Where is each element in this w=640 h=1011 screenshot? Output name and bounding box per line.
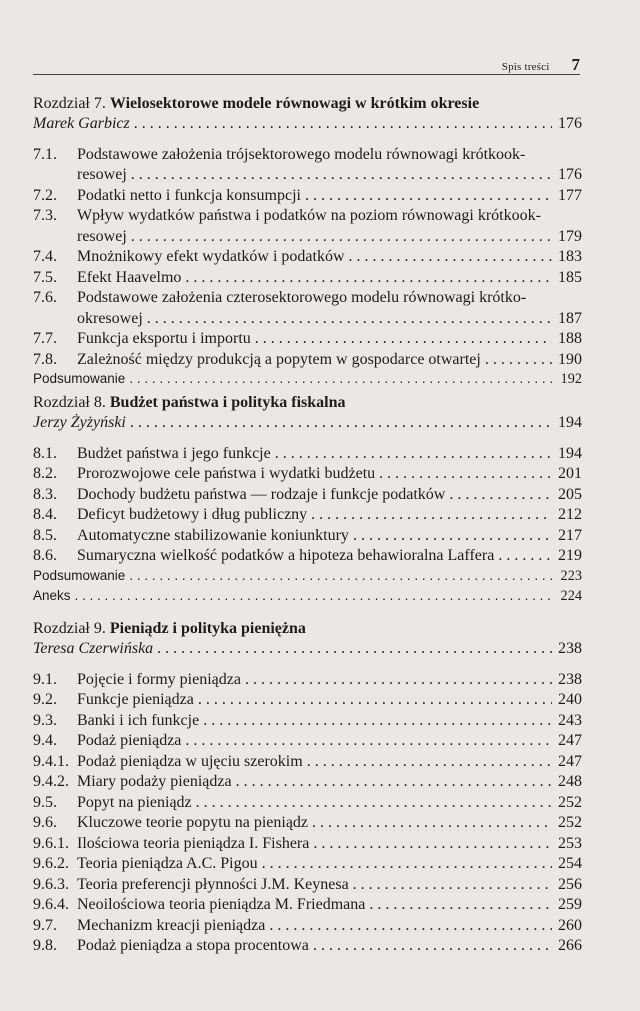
entry-page: 256 [558, 875, 582, 893]
chapter-author: Teresa Czerwińska [33, 640, 154, 657]
dot-leader [349, 248, 552, 266]
entry-page: 243 [558, 711, 582, 729]
entry-title: Kluczowe teorie popytu na pieniądz [77, 814, 309, 831]
entry-page: 183 [558, 248, 582, 265]
toc-entry-row [33, 310, 582, 331]
entry-page: 253 [558, 834, 582, 852]
summary-page: 223 [560, 567, 582, 584]
annex-row [33, 588, 582, 609]
toc-entry-row [33, 835, 582, 856]
toc-entry-row [33, 896, 582, 917]
entry-page: 254 [558, 855, 582, 872]
entry-number: 8.6. [33, 547, 57, 564]
entry-title: Funkcja eksportu i importu [77, 330, 251, 347]
entry-number: 7.5. [33, 268, 57, 286]
entry-page: 247 [558, 732, 582, 749]
entry-page: 205 [558, 485, 582, 503]
entry-title: Mechanizm kreacji pieniądza [77, 916, 266, 934]
entry-number: 7.1. [33, 145, 57, 163]
entry-number: 7.6. [33, 289, 57, 306]
dot-leader [203, 712, 552, 730]
dot-leader [485, 351, 552, 369]
dot-leader [498, 547, 552, 565]
entry-title: okresowej [77, 309, 143, 327]
chapter-title: Budżet państwa i polityka fiskalna [109, 394, 346, 411]
chapter-title: Pieniądz i polityka pieniężna [109, 620, 306, 637]
toc-entry-row [33, 187, 582, 208]
entry-number: 8.5. [33, 526, 57, 544]
entry-number: 9.4.1. [33, 752, 69, 770]
entry-title: Teoria pieniądza A.C. Pigou [77, 855, 258, 872]
chapter-prefix: Rozdział 9. [33, 620, 106, 637]
dot-leader [262, 855, 552, 873]
entry-title: Podstawowe założenia trójsektorowego modelu równowagi krótkook- [77, 145, 526, 163]
entry-number: 7.7. [33, 330, 57, 347]
entry-title: Teoria preferencji płynności J.M. Keynesa [77, 875, 349, 893]
chapter-author: Marek Garbicz [33, 115, 130, 132]
chapter-author-row [33, 115, 582, 136]
chapter-author-row [33, 414, 582, 435]
page-number: 7 [571, 55, 580, 74]
header-rule [33, 74, 580, 75]
entry-page: 177 [558, 186, 582, 204]
entry-page: 259 [558, 896, 582, 913]
entry-page: 190 [558, 350, 582, 368]
summary-label: Podsumowanie [33, 371, 126, 386]
toc-entry-row [33, 506, 582, 527]
entry-title: Banki i ich funkcje [77, 711, 200, 729]
entry-page: 260 [558, 916, 582, 934]
entry-number: 9.6. [33, 814, 57, 831]
entry-page: 252 [558, 793, 582, 811]
entry-page: 194 [558, 444, 582, 462]
dot-leader [245, 671, 552, 689]
toc-entry-row [33, 917, 582, 938]
toc-entry-row [33, 712, 582, 733]
toc-entry-row [33, 671, 582, 692]
toc-entry-row [33, 228, 582, 249]
entry-title: Podaż pieniądza w ujęciu szerokim [77, 752, 303, 770]
entry-number: 7.2. [33, 186, 57, 204]
dot-leader [131, 228, 552, 246]
entry-page: 248 [558, 773, 582, 790]
dot-leader [198, 691, 552, 709]
dot-leader [147, 310, 552, 328]
entry-number: 9.4. [33, 732, 57, 749]
dot-leader [313, 937, 552, 955]
entry-number: 7.8. [33, 350, 57, 368]
dot-leader [185, 732, 552, 750]
entry-page: 266 [558, 937, 582, 954]
dot-leader [255, 330, 552, 348]
annex-label: Aneks [33, 588, 71, 603]
dot-leader [196, 794, 552, 812]
toc-entry-row [33, 146, 582, 167]
toc-entry-row [33, 814, 582, 835]
dot-leader [236, 773, 552, 791]
toc-entry-row [33, 753, 582, 774]
dot-leader [311, 506, 552, 524]
entry-number: 9.5. [33, 793, 57, 811]
toc-entry-row [33, 465, 582, 486]
entry-number: 8.4. [33, 506, 57, 523]
entry-title: Podatki netto i funkcja konsumpcji [77, 186, 301, 204]
dot-leader [275, 445, 552, 463]
entry-page: 212 [558, 506, 582, 523]
entry-number: 9.1. [33, 670, 57, 688]
entry-number: 8.3. [33, 485, 57, 503]
dot-leader [312, 814, 552, 832]
toc-entry-row [33, 289, 582, 310]
toc-entry-row [33, 269, 582, 290]
summary-row [33, 568, 582, 589]
chapter-author-row [33, 640, 582, 661]
entry-page: 176 [558, 166, 582, 183]
entry-number: 9.2. [33, 691, 57, 708]
chapter-7-section [33, 95, 582, 392]
running-header-label: Spis treści [501, 61, 550, 73]
toc-entry-row [33, 876, 582, 897]
entry-page: 252 [558, 814, 582, 831]
toc-entry-row [33, 547, 582, 568]
toc-entry-row [33, 937, 582, 958]
entry-title: Funkcje pieniądza [77, 691, 194, 708]
entry-title: Neoilościowa teoria pieniądza M. Friedmana [77, 896, 366, 913]
toc-entry-row [33, 330, 582, 351]
entry-page: 240 [558, 691, 582, 708]
entry-number: 9.6.4. [33, 896, 69, 913]
toc-entry-row [33, 445, 582, 466]
chapter-prefix: Rozdział 7. [33, 95, 106, 112]
entry-title: resowej [77, 166, 127, 183]
entry-title: Sumaryczna wielkość podatków a hipoteza behawioralna Laffera [77, 547, 495, 564]
chapter-heading [33, 394, 582, 414]
summary-label: Podsumowanie [33, 567, 126, 583]
running-header [502, 55, 580, 75]
entry-number: 9.4.2. [33, 773, 69, 790]
entry-page: 179 [558, 227, 582, 245]
dot-leader [353, 876, 552, 894]
author-page: 176 [558, 115, 582, 132]
toc-entry-row [33, 248, 582, 269]
entry-title: Budżet państwa i jego funkcje [77, 444, 271, 462]
summary-page: 192 [560, 371, 582, 387]
entry-page: 238 [558, 670, 582, 688]
dot-leader [369, 896, 552, 914]
chapter-9-section [33, 620, 582, 958]
chapter-heading [33, 620, 582, 640]
entry-number: 9.6.2. [33, 855, 69, 872]
entry-number: 8.2. [33, 465, 57, 482]
entry-title: Deficyt budżetowy i dług publiczny [77, 506, 308, 523]
entry-title: resowej [77, 227, 127, 245]
dot-leader [185, 269, 552, 287]
dot-leader [379, 465, 552, 483]
entry-title: Wpływ wydatków państwa i podatków na poziom równowagi krótkook- [77, 207, 541, 224]
entry-title: Dochody budżetu państwa — rodzaje i funkcje podatków [77, 485, 446, 503]
entry-title: Pojęcie i formy pieniądza [77, 670, 241, 688]
dot-leader [269, 917, 552, 935]
annex-page: 224 [560, 588, 582, 604]
entry-number: 9.6.1. [33, 834, 69, 852]
entry-title: Mnożnikowy efekt wydatków i podatków [77, 248, 345, 265]
entry-number: 8.1. [33, 444, 57, 462]
toc-entry-row [33, 794, 582, 815]
entry-page: 185 [558, 268, 582, 286]
dot-leader [305, 187, 552, 205]
chapter-author: Jerzy Żyżyński [33, 414, 126, 431]
entry-title: Podaż pieniądza a stopa procentowa [77, 937, 309, 954]
entry-title: Podstawowe założenia czterosektorowego modelu równowagi krótko- [77, 289, 527, 306]
entry-title: Podaż pieniądza [77, 732, 182, 749]
entry-page: 188 [558, 330, 582, 347]
toc-entry-row [33, 773, 582, 794]
toc-entry-row [33, 207, 582, 228]
entry-title: Ilościowa teoria pieniądza I. Fishera [77, 834, 310, 852]
entry-title: Zależność między produkcją a popytem w gospodarce otwartej [77, 350, 481, 368]
entry-number: 9.8. [33, 937, 57, 954]
chapter-heading [33, 95, 582, 115]
entry-title: Efekt Haavelmo [77, 268, 182, 286]
author-page: 194 [558, 414, 582, 431]
entry-page: 247 [558, 752, 582, 770]
toc-entry-row [33, 855, 582, 876]
summary-row [33, 371, 582, 392]
toc-entry-row [33, 691, 582, 712]
entry-number: 9.3. [33, 711, 57, 729]
entry-title: Prorozwojowe cele państwa i wydatki budżetu [77, 465, 376, 482]
entry-page: 187 [558, 309, 582, 327]
entry-page: 219 [558, 547, 582, 564]
entry-number: 7.3. [33, 207, 57, 224]
chapter-8-section [33, 394, 582, 609]
chapter-prefix: Rozdział 8. [33, 394, 106, 411]
entry-page: 217 [558, 526, 582, 544]
toc-entry-row [33, 527, 582, 548]
entry-title: Miary podaży pieniądza [77, 773, 232, 790]
dot-leader [313, 835, 552, 853]
dot-leader [353, 527, 552, 545]
dot-leader [131, 166, 552, 184]
entry-number: 9.6.3. [33, 875, 69, 893]
entry-title: Popyt na pieniądz [77, 793, 192, 811]
toc-entry-row [33, 351, 582, 372]
chapter-title: Wielosektorowe modele równowagi w krótkim okresie [109, 95, 480, 112]
entry-number: 7.4. [33, 248, 57, 265]
entry-number: 9.7. [33, 916, 57, 934]
entry-page: 201 [558, 465, 582, 482]
toc-entry-row [33, 486, 582, 507]
author-page: 238 [558, 640, 582, 657]
dot-leader [307, 753, 552, 771]
toc-entry-row [33, 732, 582, 753]
entry-title: Automatyczne stabilizowanie koniunktury [77, 526, 349, 544]
dot-leader [449, 486, 552, 504]
toc-entry-row [33, 166, 582, 187]
